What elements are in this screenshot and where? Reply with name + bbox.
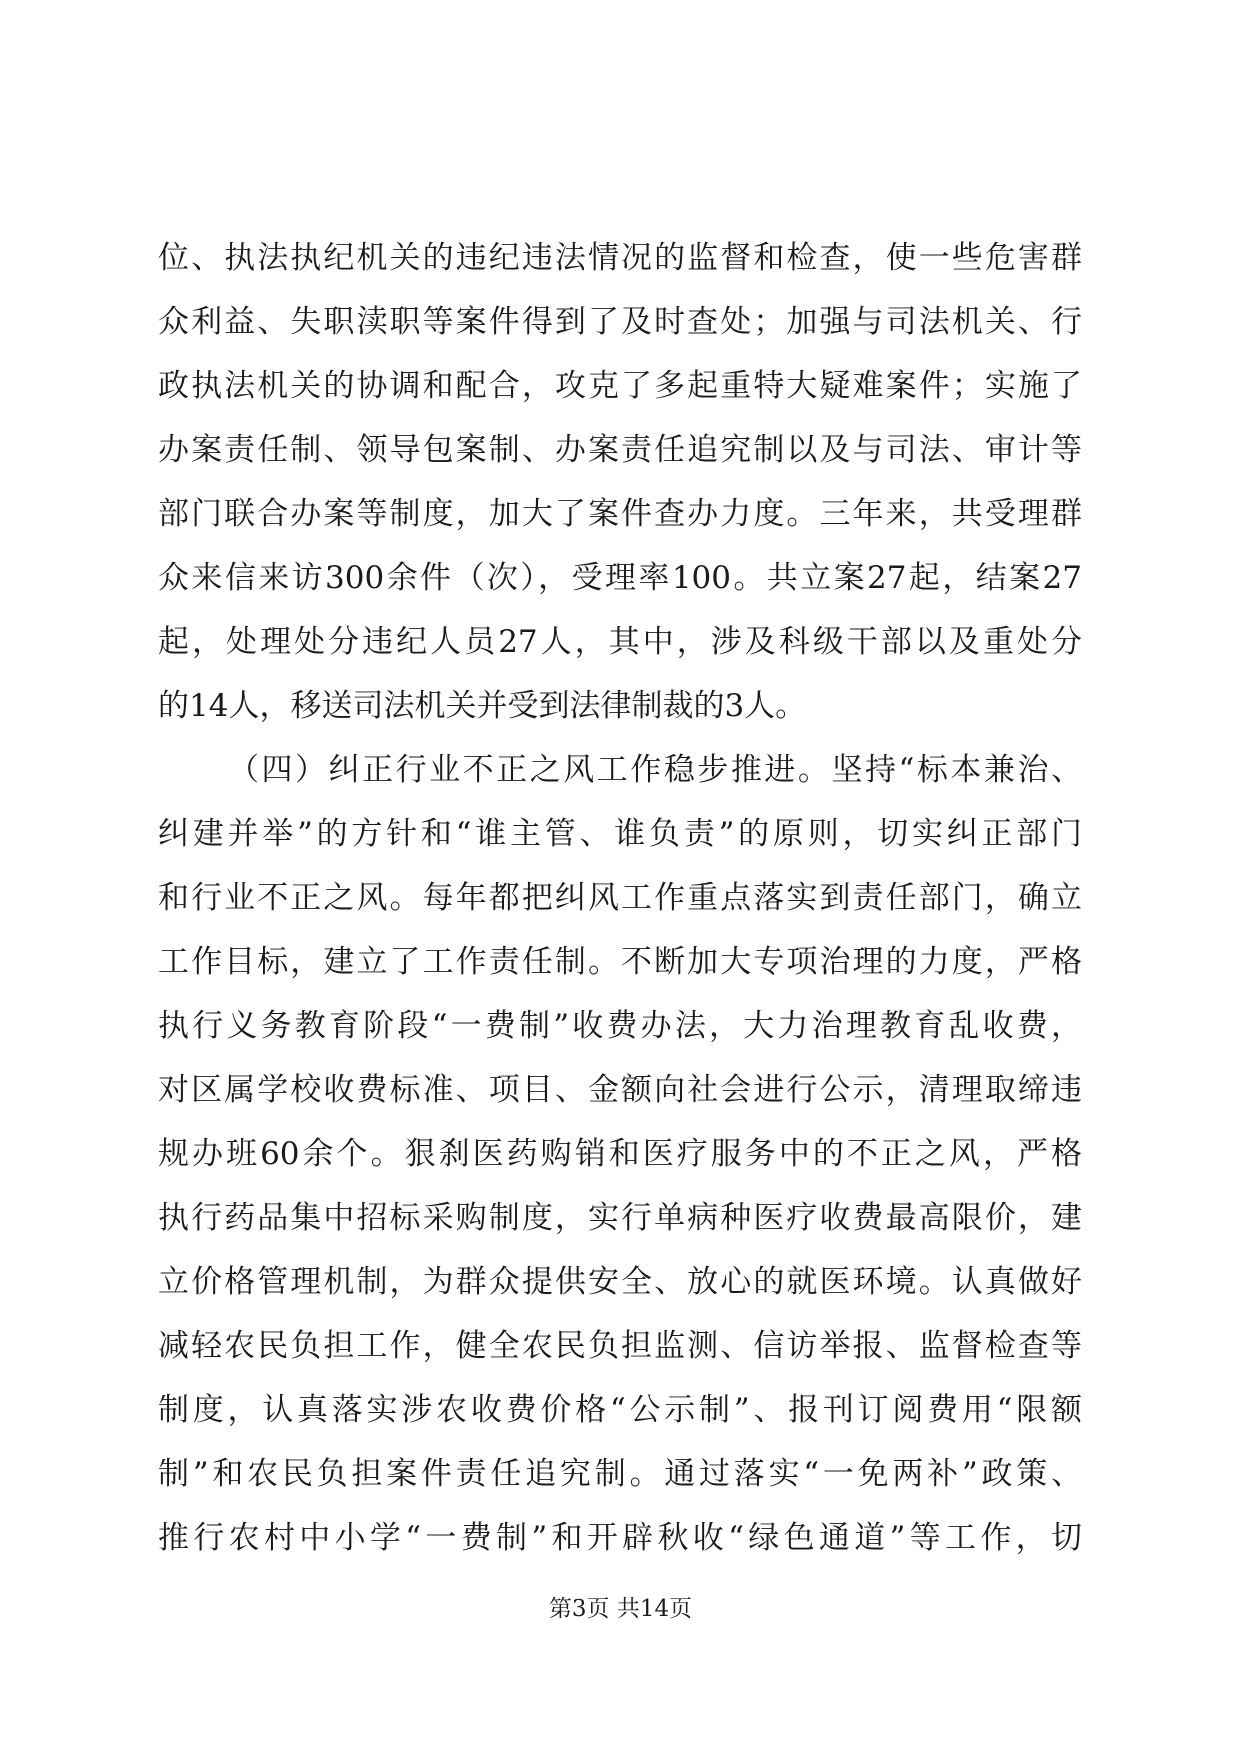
- body-line-10: 纠建并举”的方针和“谁主管、谁负责”的原则，切实纠正部门: [158, 816, 1082, 852]
- body-line-12: 工作目标，建立了工作责任制。不断加大专项治理的力度，严格: [158, 944, 1082, 980]
- body-line-3: 政执法机关的协调和配合，攻克了多起重特大疑难案件；实施了: [158, 368, 1082, 404]
- body-line-20: 制”和农民负担案件责任追究制。通过落实“一免两补”政策、: [158, 1456, 1082, 1492]
- body-line-15: 规办班60余个。狠刹医药购销和医疗服务中的不正之风，严格: [158, 1136, 1082, 1172]
- body-line-6: 众来信来访300余件（次），受理率100。共立案27起，结案27: [158, 560, 1082, 596]
- body-line-4: 办案责任制、领导包案制、办案责任追究制以及与司法、审计等: [158, 432, 1082, 468]
- body-line-14: 对区属学校收费标准、项目、金额向社会进行公示，清理取缔违: [158, 1072, 1082, 1108]
- body-line-19: 制度，认真落实涉农收费价格“公示制”、报刊订阅费用“限额: [158, 1392, 1082, 1428]
- body-line-1: 位、执法执纪机关的违纪违法情况的监督和检查，使一些危害群: [158, 240, 1082, 276]
- body-line-7: 起，处理处分违纪人员27人，其中，涉及科级干部以及重处分: [158, 624, 1082, 660]
- body-line-21: 推行农村中小学“一费制”和开辟秋收“绿色通道”等工作，切: [158, 1520, 1082, 1556]
- page-number-footer: 第3页 共14页: [548, 1596, 693, 1622]
- body-line-16: 执行药品集中招标采购制度，实行单病种医疗收费最高限价，建: [158, 1200, 1082, 1236]
- body-line-18: 减轻农民负担工作，健全农民负担监测、信访举报、监督检查等: [158, 1328, 1082, 1364]
- body-line-9: （四）纠正行业不正之风工作稳步推进。坚持“标本兼治、: [228, 752, 1082, 788]
- body-line-8: 的14人，移送司法机关并受到法律制裁的3人。: [158, 688, 807, 724]
- body-line-5: 部门联合办案等制度，加大了案件查办力度。三年来，共受理群: [158, 496, 1082, 532]
- body-line-13: 执行义务教育阶段“一费制”收费办法，大力治理教育乱收费，: [158, 1008, 1082, 1044]
- body-line-11: 和行业不正之风。每年都把纠风工作重点落实到责任部门，确立: [158, 880, 1082, 916]
- body-line-2: 众利益、失职渎职等案件得到了及时查处；加强与司法机关、行: [158, 304, 1082, 340]
- document-body: [158, 226, 1082, 1570]
- body-line-17: 立价格管理机制，为群众提供安全、放心的就医环境。认真做好: [158, 1264, 1082, 1300]
